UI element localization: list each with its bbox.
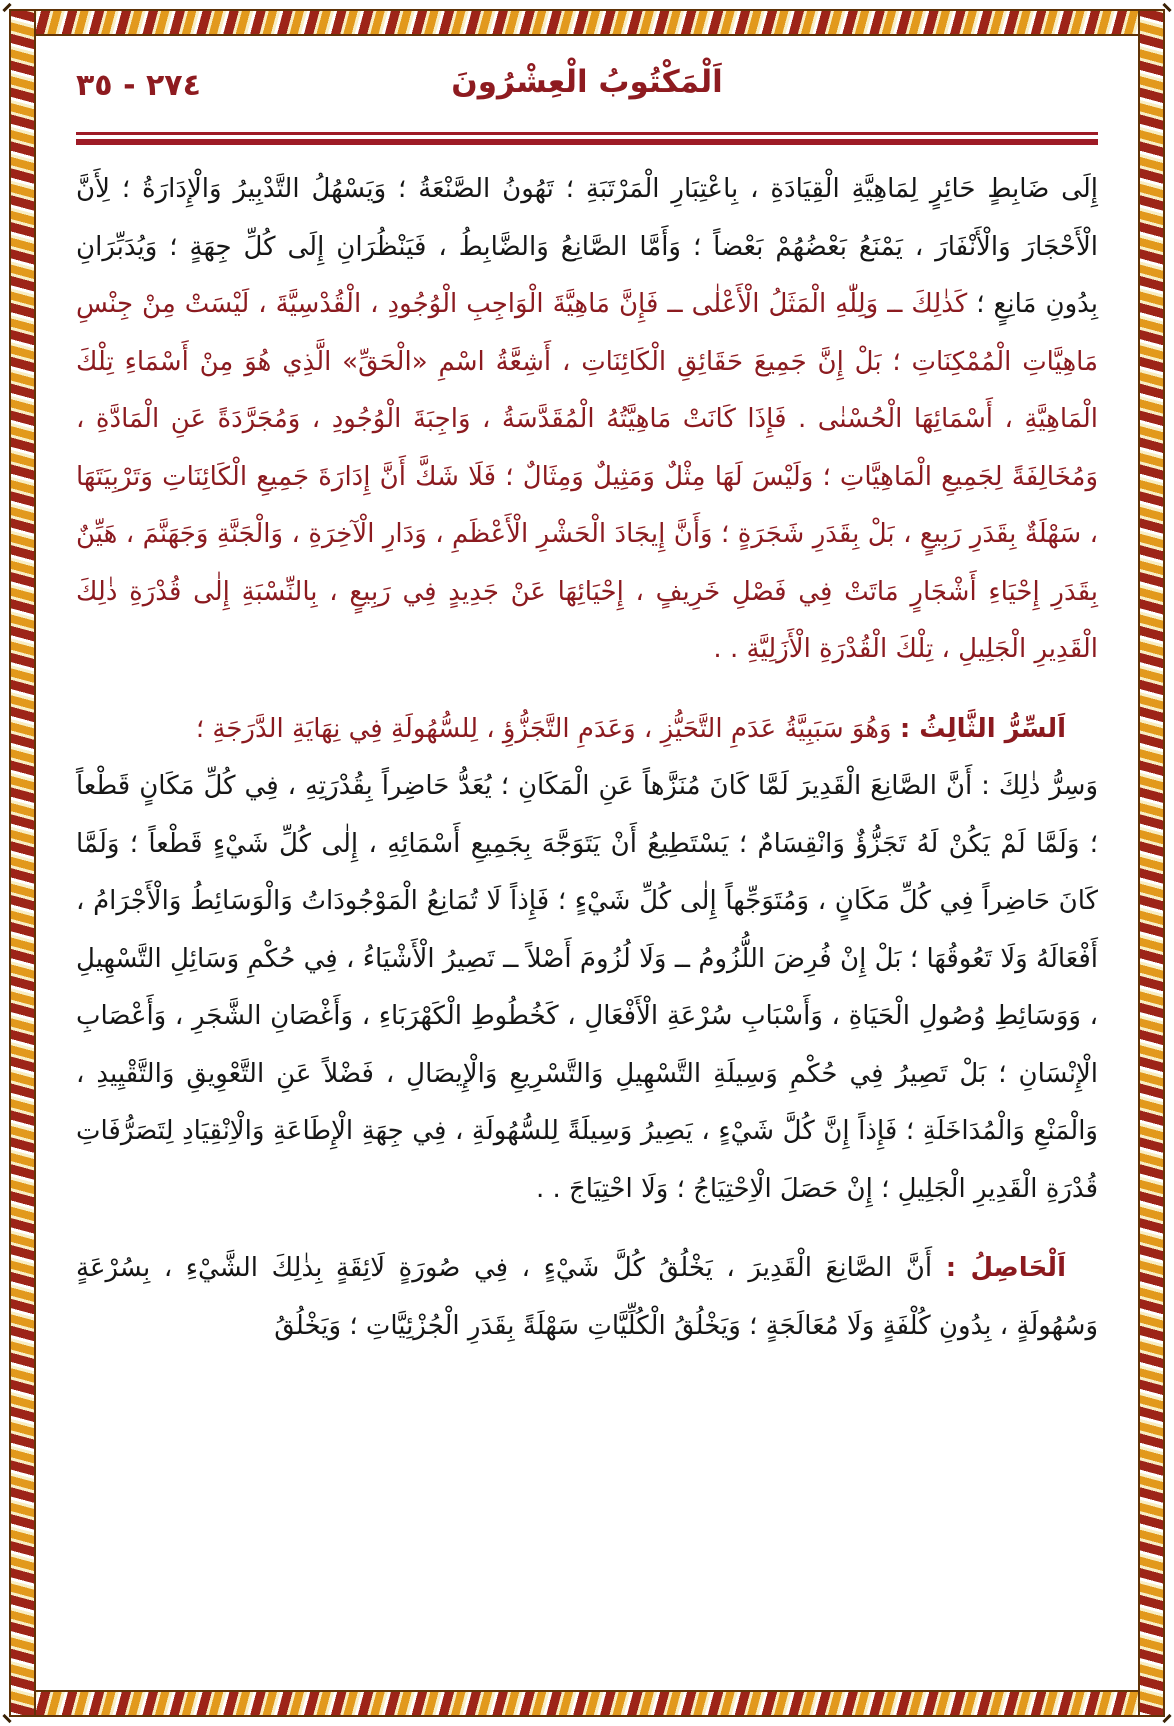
page-header (76, 64, 1098, 122)
third-secret-heading-lead: اَلسِّرُّ الثَّالِثُ : (899, 713, 1066, 744)
paragraph-continuation-black-text: إِلَى ضَابِطٍ حَائِرٍ لِمَاهِيَّةِ الْقِيَادَةِ ، بِاعْتِبَارِ الْمَرْتَبَةِ ؛ تَهُونُ الصَّنْعَةُ ؛ وَيَسْهُلُ التَّدْبِيرُ وَالْإِدَارَةُ ؛ لِأَنَّ الْأَحْجَارَ وَالْأَنْفَارَ ، يَمْنَعُ بَعْضُهُمْ بَعْضاً ؛ وَأَمَّا الصَّانِعُ وَالضَّابِطُ ، فَيَنْظُرَانِ إِلَى كُلِّ جِهَةٍ ؛ وَيُدَبِّرَانِ بِدُونِ مَانِعٍ ؛ (76, 174, 1099, 319)
paragraph-continuation (76, 161, 1098, 679)
third-secret-body (76, 758, 1098, 1218)
page-content (38, 38, 1136, 1688)
body-text (76, 161, 1098, 1355)
title-divider (76, 132, 1098, 145)
conclusion-lead: اَلْحَاصِلُ : (945, 1253, 1066, 1283)
conclusion-paragraph (76, 1240, 1098, 1355)
third-secret-heading (76, 701, 1098, 759)
paragraph-continuation-red-text: كَذٰلِكَ ــ وَلِلّٰهِ الْمَثَلُ الْأَعْلٰى ــ فَإِنَّ مَاهِيَّةَ الْوَاجِبِ الْوُجُودِ ، الْقُدْسِيَّةَ ، لَيْسَتْ مِنْ جِنْسِ مَاهِيَّاتِ الْمُمْكِنَاتِ ؛ بَلْ إِنَّ جَمِيعَ حَقَائِقِ الْكَائِنَاتِ ، أَشِعَّةُ اسْمِ «الْحَقِّ» الَّذِي هُوَ مِنْ أَسْمَاءِ تِلْكَ الْمَاهِيَّةِ ، أَسْمَائِهَا الْحُسْنٰى . فَإِذَا كَانَتْ مَاهِيَّتُهُ الْمُقَدَّسَةُ ، وَاجِبَةَ الْوُجُودِ ، وَمُجَرَّدَةً عَنِ الْمَادَّةِ ، وَمُخَالِفَةً لِجَمِيعِ الْمَاهِيَّاتِ ؛ وَلَيْسَ لَهَا مِثْلٌ وَمَثِيلٌ وَمِثَالٌ ؛ فَلَا شَكَّ أَنَّ إِدَارَةَ جَمِيعِ الْكَائِنَاتِ وَتَرْبِيَتَهَا ، سَهْلَةٌ بِقَدَرِ رَبِيعٍ ، بَلْ بِقَدَرِ شَجَرَةٍ ؛ وَأَنَّ إِيجَادَ الْحَشْرِ الْأَعْظَمِ ، وَدَارِ الْآخِرَةِ ، وَالْجَنَّةِ وَجَهَنَّمَ ، هَيِّنٌ بِقَدَرِ إِحْيَاءِ أَشْجَارٍ مَاتَتْ فِي فَصْلِ خَرِيفٍ ، إِحْيَائِهَا عَنْ جَدِيدٍ فِي رَبِيعٍ ، بِالنِّسْبَةِ إِلٰى قُدْرَةِ ذٰلِكَ الْقَدِيرِ الْجَلِيلِ ، تِلْكَ الْقُدْرَةِ الْأَزَلِيَّةِ . . (76, 289, 1098, 664)
ornamental-border-right (1138, 9, 1165, 1717)
ornamental-border-left (9, 9, 36, 1717)
page-title: اَلْمَكْتُوبُ الْعِشْرُونَ (451, 64, 723, 100)
ornamental-border-bottom (9, 1690, 1165, 1717)
third-secret-heading-rest: وَهُوَ سَبَبِيَّةُ عَدَمِ التَّحَيُّزِ ، وَعَدَمِ التَّجَزُّؤِ ، لِلسُّهُولَةِ فِي نِهَايَةِ الدَّرَجَةِ ؛ (195, 713, 900, 744)
page-number: ٢٧٤ - ٣٥ (76, 68, 201, 103)
ornamental-border-top (9, 9, 1165, 36)
third-secret-body-text: وَسِرُّ ذٰلِكَ : أَنَّ الصَّانِعَ الْقَدِيرَ لَمَّا كَانَ مُنَزَّهاً عَنِ الْمَكَانِ ؛ يُعَدُّ حَاضِراً بِقُدْرَتِهِ ، فِي كُلِّ مَكَانٍ قَطْعاً ؛ وَلَمَّا لَمْ يَكُنْ لَهُ تَجَزُّؤٌ وَانْقِسَامٌ ؛ يَسْتَطِيعُ أَنْ يَتَوَجَّهَ بِجَمِيعِ أَسْمَائِهِ ، إِلٰى كُلِّ شَيْءٍ قَطْعاً ؛ وَلَمَّا كَانَ حَاضِراً فِي كُلِّ مَكَانٍ ، وَمُتَوَجِّهاً إِلٰى كُلِّ شَيْءٍ ؛ فَإِذاً لَا تُمَانِعُ الْمَوْجُودَاتُ وَالْوَسَائِطُ وَالْأَجْرَامُ ، أَفْعَالَهُ وَلَا تَعُوقُهَا ؛ بَلْ إِنْ فُرِضَ اللُّزُومُ ــ وَلَا لُزُومَ أَصْلاً ــ تَصِيرُ الْأَشْيَاءُ ، فِي حُكْمِ وَسَائِلِ التَّسْهِيلِ ، وَوَسَائِطِ وُصُولِ الْحَيَاةِ ، وَأَسْبَابِ سُرْعَةِ الْأَفْعَالِ ، كَخُطُوطِ الْكَهْرَبَاءِ ، وَأَغْصَانِ الشَّجَرِ ، وَأَعْصَابِ الْإِنْسَانِ ؛ بَلْ تَصِيرُ فِي حُكْمِ وَسِيلَةِ التَّسْهِيلِ وَالتَّسْرِيعِ وَالْإِيصَالِ ، فَضْلاً عَنِ التَّعْوِيقِ وَالتَّقْيِيدِ ، وَالْمَنْعِ وَالْمُدَاخَلَةِ ؛ فَإِذاً إِنَّ كُلَّ شَيْءٍ ، يَصِيرُ وَسِيلَةً لِلسُّهُولَةِ ، فِي جِهَةِ الْإِطَاعَةِ وَالْاِنْقِيَادِ لِتَصَرُّفَاتِ قُدْرَةِ الْقَدِيرِ الْجَلِيلِ ؛ إِنْ حَصَلَ الْاِحْتِيَاجُ ؛ وَلَا احْتِيَاجَ . . (76, 771, 1098, 1204)
conclusion-rest: أَنَّ الصَّانِعَ الْقَدِيرَ ، يَخْلُقُ كُلَّ شَيْءٍ ، فِي صُورَةٍ لَائِقَةٍ بِذٰلِكَ الشَّيْءِ ، بِسُرْعَةٍ وَسُهُولَةٍ ، بِدُونِ كُلْفَةٍ وَلَا مُعَالَجَةٍ ؛ وَيَخْلُقُ الْكُلِّيَّاتِ سَهْلَةً بِقَدَرِ الْجُزْئِيَّاتِ ؛ وَيَخْلُقُ (76, 1253, 1098, 1341)
